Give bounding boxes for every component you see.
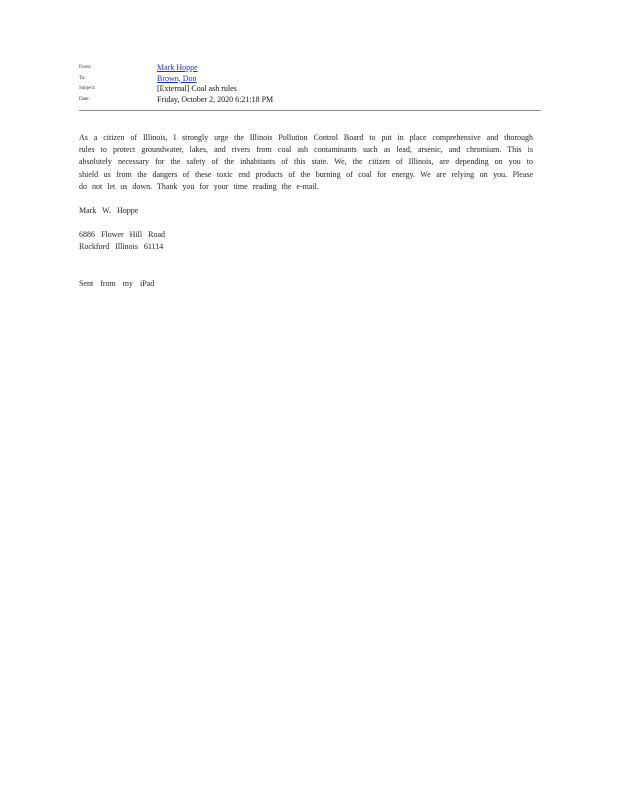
- to-label: To:: [79, 75, 86, 81]
- date-label: Date:: [79, 96, 90, 102]
- header-row-to: [79, 74, 541, 85]
- sent-from-footer: Sent from my iPad: [79, 279, 155, 288]
- header-row-subject: [79, 84, 541, 95]
- from-label: From:: [79, 65, 92, 70]
- address-line-street: 6886 Flower Hill Road: [79, 230, 165, 239]
- subject-label: Subject:: [79, 86, 96, 91]
- date-value: Friday, October 2, 2020 6:21:18 PM: [157, 94, 274, 104]
- address-line-city: Rockford Illinois 61114: [79, 242, 164, 251]
- signature-name: Mark W. Hoppe: [79, 206, 139, 215]
- email-body-paragraph: As a citizen of Illinois, I strongly urge the Illinois Pollution Control Board to put in place comprehensive and thorough rules to protect groundwater, lakes, and rivers from coal ash contaminants such as lead, arsenic, and chromium. This is absolutely necessary for the safety of the inhabitants of this state. We, the citizen of Illinois, are depending on you to shield us from the dangers of these toxic end products of the burning of coal for energy. We are relying on you. Please do not let us down. Thank you for your time reading the e-mail.: [79, 133, 533, 191]
- header-row-date: [79, 95, 541, 106]
- email-header: [79, 63, 541, 105]
- from-link[interactable]: Mark Hoppe: [157, 63, 198, 72]
- signature-address: [79, 229, 165, 253]
- to-link[interactable]: Brown, Don: [157, 73, 197, 83]
- header-divider: [79, 110, 541, 111]
- header-row-from: [79, 63, 541, 74]
- subject-value: [External] Coal ash rules: [157, 84, 237, 93]
